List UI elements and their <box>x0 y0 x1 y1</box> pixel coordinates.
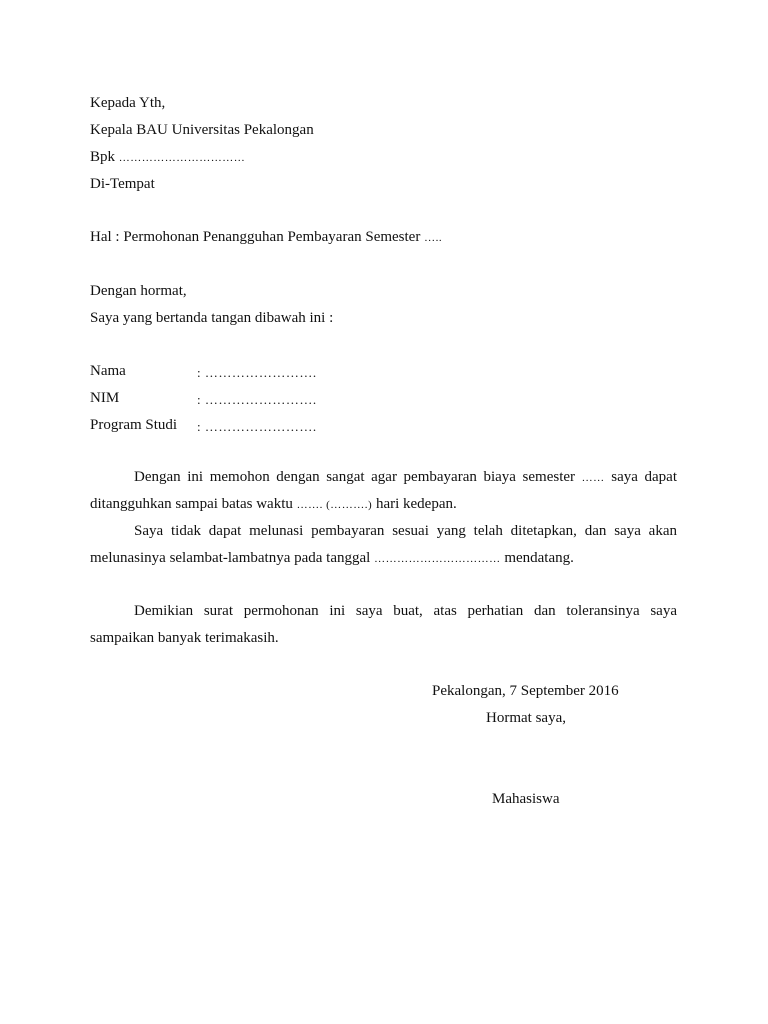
recipient-place: Di-Tempat <box>90 176 155 192</box>
p1-dots-a: …… <box>581 472 605 484</box>
closing-place-date: Pekalongan, 7 September 2016 <box>432 683 619 699</box>
closing-signer: Mahasiswa <box>492 791 560 807</box>
field-label-nama: Nama <box>90 363 126 379</box>
p1-text-c: ditangguhkan sampai batas waktu <box>90 496 293 512</box>
paragraph-2-line-2 <box>90 551 574 566</box>
p1-dots-b: ……. (……….) <box>296 499 373 511</box>
recipient-bpk-label: Bpk <box>90 149 116 165</box>
recipient-bpk <box>90 150 245 165</box>
paragraph-1-line-2 <box>90 497 457 512</box>
paragraph-2-line-1 <box>90 524 677 539</box>
paragraph-3-line-1 <box>90 604 677 619</box>
field-label-nim: NIM <box>90 390 120 406</box>
field-value-nama: : ……………………. <box>197 365 317 380</box>
p1-text-b: saya dapat <box>611 469 677 485</box>
p2-text-a: Saya tidak dapat melunasi pembayaran sesuai yang telah ditetapkan, dan saya akan <box>134 523 677 539</box>
p1-text-a: Dengan ini memohon dengan sangat agar pembayaran biaya semester <box>134 469 576 485</box>
p3-text-a: Demikian surat permohonan ini saya buat, atas perhatian dan toleransinya saya <box>134 603 677 619</box>
subject-text: Hal : Permohonan Penangguhan Pembayaran Semester <box>90 229 421 245</box>
intro-line: Saya yang bertanda tangan dibawah ini : <box>90 310 334 326</box>
subject-line <box>90 230 442 245</box>
recipient-bpk-dots: …………………………… <box>118 152 246 164</box>
p1-text-d: hari kedepan. <box>375 496 457 512</box>
field-value-nim: : ……………………. <box>197 392 317 407</box>
recipient-line-1: Kepada Yth, <box>90 95 166 111</box>
paragraph-1-line-1 <box>90 470 677 485</box>
field-label-program-studi: Program Studi <box>90 417 178 433</box>
p2-text-c: mendatang. <box>504 550 574 566</box>
closing-regards: Hormat saya, <box>486 710 566 726</box>
field-value-program-studi: : ……………………. <box>197 419 317 434</box>
greeting: Dengan hormat, <box>90 283 187 299</box>
p2-dots: …………………………… <box>374 553 501 565</box>
subject-dots: ….. <box>424 232 443 244</box>
paragraph-3-line-2: sampaikan banyak terimakasih. <box>90 630 279 646</box>
p2-text-b: melunasinya selambat-lambatnya pada tanggal <box>90 550 371 566</box>
recipient-line-2: Kepala BAU Universitas Pekalongan <box>90 122 314 138</box>
